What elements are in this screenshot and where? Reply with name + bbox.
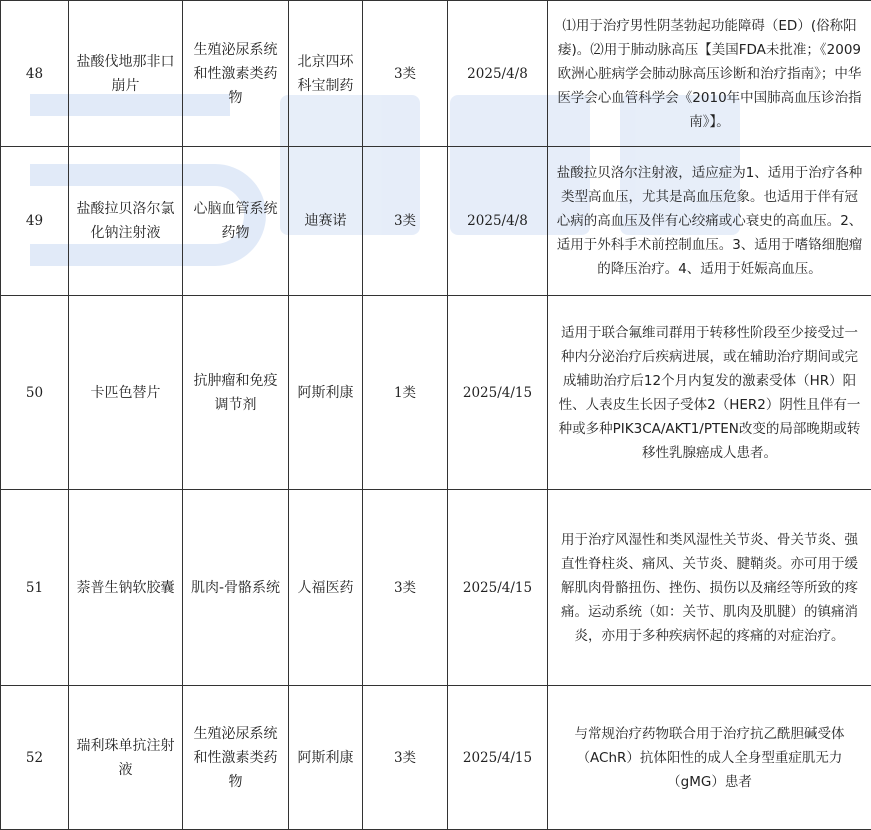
approval-date: 2025/4/15	[448, 490, 548, 686]
registration-class: 3类	[363, 147, 448, 296]
registration-class: 3类	[363, 686, 448, 830]
drug-name: 盐酸拉贝洛尔氯化钠注射液	[69, 147, 183, 296]
company-name: 阿斯利康	[289, 296, 363, 490]
indication-text: 盐酸拉贝洛尔注射液，适应症为1、适用于治疗各种类型高血压，尤其是高血压危象。也适用于伴有冠心病的高血压及伴有心绞痛或心衰史的高血压。2、适用于外科手术前控制血压。3、适用于嗜铬细胞瘤的降压治疗。4、适用于妊娠高血压。	[548, 147, 871, 296]
therapeutic-category: 抗肿瘤和免疫调节剂	[183, 296, 289, 490]
drug-name: 萘普生钠软胶囊	[69, 490, 183, 686]
indication-text: ⑴用于治疗男性阴茎勃起功能障碍（ED）(俗称阳痿)。⑵用于肺动脉高压【美国FDA未批准；《2009欧洲心脏病学会肺动脉高压诊断和治疗指南》；中华医学会心血管科学会《2010年中国肺高血压诊治指南》】。	[548, 1, 871, 147]
company-name: 北京四环科宝制药	[289, 1, 363, 147]
registration-class: 3类	[363, 1, 448, 147]
company-name: 阿斯利康	[289, 686, 363, 830]
table-row	[1, 1, 871, 147]
table-row	[1, 686, 871, 830]
table-row	[1, 296, 871, 490]
company-name: 人福医药	[289, 490, 363, 686]
registration-class: 1类	[363, 296, 448, 490]
therapeutic-category: 肌肉-骨骼系统	[183, 490, 289, 686]
row-number: 52	[1, 686, 69, 830]
indication-text: 适用于联合氟维司群用于转移性阶段至少接受过一种内分泌治疗后疾病进展，或在辅助治疗期间或完成辅助治疗后12个月内复发的激素受体（HR）阳性、人表皮生长因子受体2（HER2）阴性且伴有一种或多种PIK3CA/AKT1/PTEN改变的局部晚期或转移性乳腺癌成人患者。	[548, 296, 871, 490]
therapeutic-category: 生殖泌尿系统和性激素类药物	[183, 1, 289, 147]
row-number: 51	[1, 490, 69, 686]
drug-name: 瑞利珠单抗注射液	[69, 686, 183, 830]
approval-date: 2025/4/15	[448, 686, 548, 830]
table-row	[1, 147, 871, 296]
indication-text: 用于治疗风湿性和类风湿性关节炎、骨关节炎、强直性脊柱炎、痛风、关节炎、腱鞘炎。亦可用于缓解肌肉骨骼扭伤、挫伤、损伤以及痛经等所致的疼痛。运动系统（如：关节、肌肉及肌腱）的镇痛消炎，亦用于多种疾病怀起的疼痛的对症治疗。	[548, 490, 871, 686]
table-row	[1, 490, 871, 686]
registration-class: 3类	[363, 490, 448, 686]
row-number: 49	[1, 147, 69, 296]
approval-date: 2025/4/8	[448, 147, 548, 296]
indication-text: 与常规治疗药物联合用于治疗抗乙酰胆碱受体（AChR）抗体阳性的成人全身型重症肌无力（gMG）患者	[548, 686, 871, 830]
row-number: 48	[1, 1, 69, 147]
therapeutic-category: 心脑血管系统药物	[183, 147, 289, 296]
company-name: 迪赛诺	[289, 147, 363, 296]
drug-name: 盐酸伐地那非口崩片	[69, 1, 183, 147]
therapeutic-category: 生殖泌尿系统和性激素类药物	[183, 686, 289, 830]
row-number: 50	[1, 296, 69, 490]
approval-date: 2025/4/15	[448, 296, 548, 490]
approval-date: 2025/4/8	[448, 1, 548, 147]
drug-name: 卡匹色替片	[69, 296, 183, 490]
